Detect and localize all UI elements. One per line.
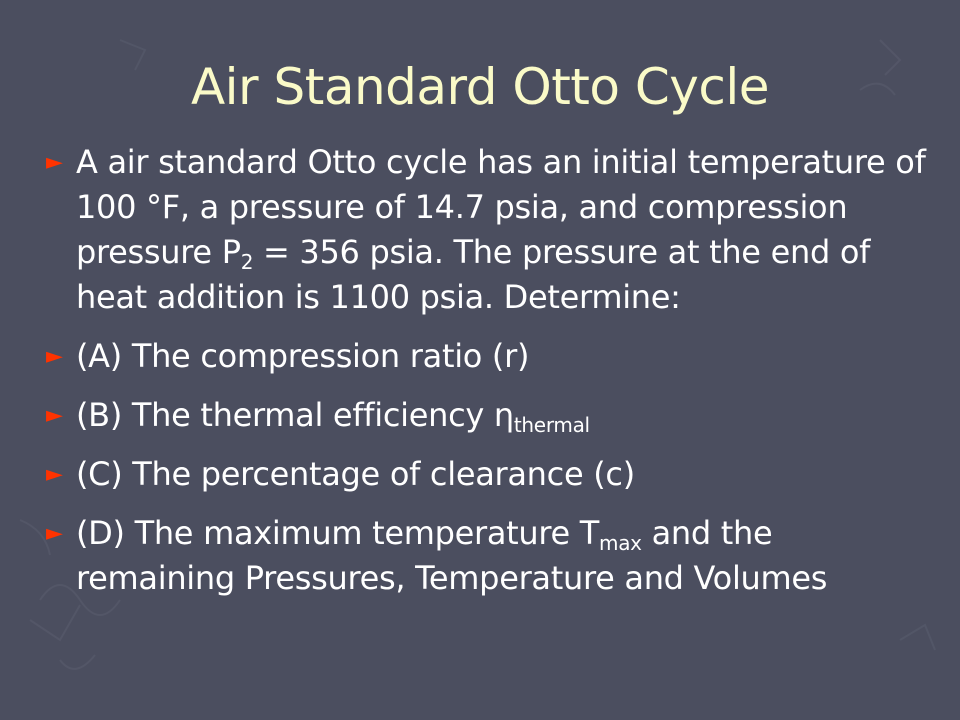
bullet-part-c xyxy=(46,452,926,497)
bullet-list xyxy=(46,140,926,615)
bullet-part-d xyxy=(46,511,926,601)
slide-title: Air Standard Otto Cycle xyxy=(190,58,770,116)
bullet-text: (B) The thermal efficiency η xyxy=(76,396,514,434)
bullet-text: = 356 psia. The pressure at the end of heat addition is 1100 psia. Determine: xyxy=(76,233,871,316)
bullet-text: and the remaining Pressures, Temperature and Volumes xyxy=(76,514,828,597)
bullet-part-b xyxy=(46,393,926,438)
bullet-text: (A) The compression ratio (r) xyxy=(76,337,530,375)
bullet-part-a xyxy=(46,334,926,379)
subscript: 2 xyxy=(240,250,254,274)
bullet-arrow-icon: ► xyxy=(46,344,63,369)
subscript: max xyxy=(599,531,642,555)
subscript: thermal xyxy=(513,413,590,437)
bullet-text: (D) The maximum temperature T xyxy=(76,514,600,552)
bullet-arrow-icon: ► xyxy=(46,403,63,428)
bullet-problem-statement xyxy=(46,140,926,320)
bullet-text: A air standard Otto cycle has an initial temperature of 100 °F, a pressure of 14.7 psia, and compression pressure P xyxy=(76,143,926,271)
bullet-arrow-icon: ► xyxy=(46,462,63,487)
bullet-text: (C) The percentage of clearance (c) xyxy=(76,455,635,493)
bullet-arrow-icon: ► xyxy=(46,521,63,546)
bullet-arrow-icon: ► xyxy=(46,150,63,175)
